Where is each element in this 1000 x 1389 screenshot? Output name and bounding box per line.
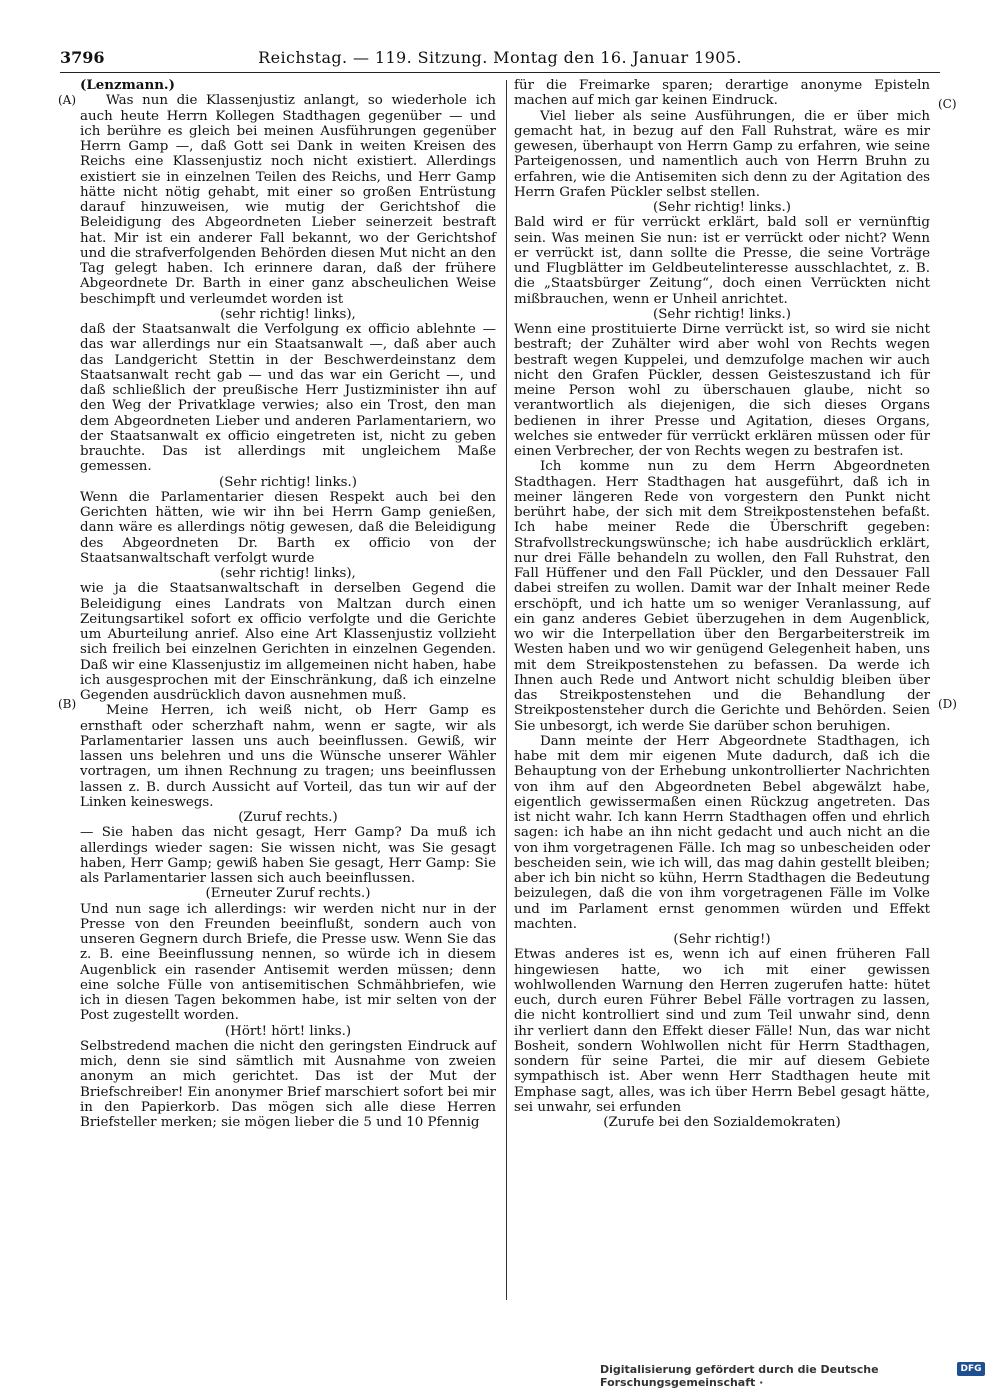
paragraph: wie ja die Staatsanwaltschaft in derselben Gegend die Beleidigung eines Landrats von Maltzan durch einen Zeitungsartikel sofort ex officio verfolgte und die Gerichte um Aburteilung anrief. Also eine Art Klassenjustiz vollzieht sich freilich bei einzelnen Gerichten in einzelnen Gegenden. Daß wir eine Klassenjustiz im allgemeinen nicht haben, habe ich ausgesprochen mit der Einschränkung, daß ich einzelne Gegenden ausdrücklich davon ausnehmen muß.: [80, 581, 496, 703]
interjection: (Sehr richtig! links.): [219, 474, 357, 490]
paragraph: Wenn eine prostituierte Dirne verrückt ist, so wird sie nicht bestraft; der Zuhälter wird aber wohl von Rechts wegen bestraft wegen Kuppelei, und demzufolge machen wir auch nicht den Grafen Pückler, dessen Geisteszustand ich für meine Person wohl zu überschauen glaube, nicht so verantwortlich als diejenigen, die sich dieses Organs bedienen in ihrer Presse und Agitation, dieses Organs, welches sie entweder für verrückt erklären müssen oder für einen Verbrecher, der von Rechts wegen zu bestrafen ist.: [514, 322, 930, 459]
dfg-logo: DFG: [957, 1362, 985, 1376]
paragraph: Und nun sage ich allerdings: wir werden nicht nur in der Presse von den Freunden beeinflußt, sondern auch von unseren Gegnern durch Briefe, die Presse usw. Wenn Sie das z. B. eine Beeinflussung nennen, so würde ich in diesem Augenblick ein rasender Antisemit werden müssen; denn eine solche Fülle von antisemitischen Schmähbriefen, wie ich in diesen Tagen bekommen habe, ist mir selten von der Post zugestellt worden.: [80, 901, 496, 1024]
interjection: (Hört! hört! links.): [224, 1023, 352, 1039]
interjection: (Zuruf rechts.): [238, 810, 338, 825]
margin-label-b: (B): [58, 697, 77, 711]
column-divider: [506, 80, 507, 1300]
footer-text: Digitalisierung gefördert durch die Deutsche Forschungsgemeinschaft ·: [600, 1363, 879, 1389]
interjection: (sehr richtig! links),: [220, 566, 356, 581]
paragraph: Ich komme nun zu dem Herrn Abgeordneten Stadthagen. Herr Stadthagen hat ausgeführt, daß ich in meiner längeren Rede von vorgestern den Punkt nicht berührt habe, der sich mit dem Streikpostenstehen befaßt. Ich habe meiner Rede die Überschrift gegeben: Strafvollstreckungswünsche; ich habe ausdrücklich erklärt, nur drei Fälle behandeln zu wollen, den Fall Ruhstrat, den Fall Hüffener und den Fall Pückler, und den Dessauer Fall dabei streifen zu wollen. Damit war der Inhalt meiner Rede erschöpft, und ich hatte um so weniger Veranlassung, auf ein ganz anderes Gebiet überzugehen in dem Augenblick, wo wir die Interpellation über den Bergarbeiterstreik im Westen haben und wo wir genügend Gelegenheit haben, uns mit dem Streikpostenstehen zu befassen. Da werde ich Ihnen auch Rede und Antwort nicht schuldig bleiben über das Streikpostenstehen und die Behandlung der Streikpostensteher durch die Gerichte und Behörden. Seien Sie unbesorgt, ich werde Sie darüber schon beruhigen.: [514, 459, 930, 734]
speaker-name: (Lenzmann.): [80, 77, 175, 93]
margin-label-c: (C): [938, 97, 957, 111]
interjection: (Sehr richtig!): [673, 932, 771, 947]
paragraph: Etwas anderes ist es, wenn ich auf einen früheren Fall hingewiesen hatte, wo ich mit einer gewissen wohlwollenden Warnung den Herren zugerufen hatte: hütet euch, durch euren Führer Bebel Fälle vortragen zu lassen, die nicht kontrolliert sind und zum Teil unwahr sind, denn ihr verliert dann den Effekt dieser Fälle! Nun, das war nicht Bosheit, sondern Wohlwollen nicht für Herrn Stadthagen, sondern für seine Partei, die mir auf diesem Gebiete sympathisch ist. Aber wenn Herr Stadthagen heute mit Emphase sagt, alles, was ich über Herrn Bebel gesagt hätte, sei unwahr, sei erfunden: [514, 947, 930, 1115]
paragraph: — Sie haben das nicht gesagt, Herr Gamp? Da muß ich allerdings wieder sagen: Sie wissen nicht, was Sie gesagt haben, Herr Gamp; gewiß haben Sie gesagt, Herr Gamp: Sie als Parlamentarier lassen sich auch beeinflussen.: [80, 825, 496, 886]
paragraph: Bald wird er für verrückt erklärt, bald soll er vernünftig sein. Was meinen Sie nun: ist er verrückt oder nicht? Wenn er verrückt ist, dann sollte die Presse, die seine Vorträge und Flugblätter im Geldbeutelinteresse ausschlachtet, z. B. die „Staatsbürger Zeitung“, doch einen Verrückten nicht mißbrauchen, wenn er Unheil anrichtet.: [514, 215, 930, 307]
interjection: (Zurufe bei den Sozialdemokraten): [603, 1115, 841, 1130]
paragraph: Viel lieber als seine Ausführungen, die er über mich gemacht hat, in bezug auf den Fall Ruhstrat, wäre es mir gewesen, überhaupt von Herrn Gamp zu erfahren, wie seine Parteigenossen, und namentlich auch von Herrn Bruhn zu erfahren, wie die Antisemiten sich denn zu der Agitation des Herrn Grafen Pückler selbst stellen.: [514, 108, 930, 200]
paragraph: Wenn die Parlamentarier diesen Respekt auch bei den Gerichten hätten, wie wir ihn bei Herrn Gamp genießen, dann wäre es allerdings nötig gewesen, daß die Beleidigung des Abgeordneten Dr. Barth ex officio von der Staatsanwaltschaft verfolgt wurde: [80, 489, 496, 566]
paragraph: Was nun die Klassenjustiz anlangt, so wiederhole ich auch heute Herrn Kollegen Stadthagen gegenüber — und ich berühre es gleich bei meinen Ausführungen gegenüber Herrn Gamp —, daß Gott sei Dank in weiten Kreisen des Reichs eine Klassenjustiz noch nicht existiert. Allerdings existiert sie in einzelnen Teilen des Reichs, und Herr Gamp hätte nicht nötig gehabt, mit einer so großen Entrüstung darauf hinzuweisen, wie mutig der Gerichtshof die Beleidigung des Abgeordneten Lieber seinerzeit bestraft hat. Mir ist ein anderer Fall bekannt, wo der Gerichtshof und die strafverfolgenden Behörden diesen Mut nicht an den Tag gelegt haben. Ich erinnere daran, daß der frühere Abgeordnete Dr. Barth in einer ganz abscheulichen Weise beschimpft und verleumdet worden ist: [80, 93, 496, 307]
paragraph: für die Freimarke sparen; derartige anonyme Episteln machen auf mich gar keinen Eindruck.: [514, 78, 930, 109]
interjection: (Erneuter Zuruf rechts.): [205, 886, 371, 902]
interjection: (sehr richtig! links),: [220, 306, 356, 322]
paragraph: Dann meinte der Herr Abgeordnete Stadthagen, ich habe mit dem mir eigenen Mute dadurch, daß ich die Behauptung von der Erhebung unkontrollierter Nachrichten von ihm auf den Abgeordneten Bebel abgewälzt habe, eigentlich gewissermaßen einen Rückzug angetreten. Das ist nicht wahr. Ich kann Herrn Stadthagen offen und ehrlich sagen: ich habe an ihn nicht gedacht und auch nicht an die von ihm vorgetragenen Fälle. Ich mag so unbescheiden oder bescheiden sein, wie ich will, das mag dahin gestellt bleiben; aber ich bin nicht so kühn, Herrn Stadthagen die Bedeutung beizulegen, daß die von ihm vorgetragenen Fälle im Volke und im Parlament ernst genommen würden und Effekt machten.: [514, 733, 930, 932]
page-number: 3796: [60, 48, 105, 67]
paragraph: Meine Herren, ich weiß nicht, ob Herr Gamp es ernsthaft oder scherzhaft nahm, wenn er sagte, wir als Parlamentarier lassen uns auch beeinflussen. Gewiß, wir lassen uns belehren und uns die Wünsche unserer Wähler vortragen, um ihnen Rechnung zu tragen; uns beeinflussen lassen z. B. durch Aussicht auf Vorteil, das tun wir auf der Linken keineswegs.: [80, 703, 496, 810]
interjection: (Sehr richtig! links.): [653, 200, 791, 215]
paragraph: daß der Staatsanwalt die Verfolgung ex officio ablehnte — das war allerdings nur ein Staatsanwalt —, daß aber auch das Landgericht Stettin in der Beschwerdeinstanz dem Staatsanwalt recht gab — und das war ein Gericht —, und daß schließlich der preußische Herr Justizminister ihn auf den Weg der Privatklage verwies; also ein Trost, den man dem Abgeordneten Lieber und anderen Parlamentariern, wo der Staatsanwalt ex officio eingetreten ist, nicht zu geben brauchte. Das ist allerdings mit ungleichem Maße gemessen.: [80, 322, 496, 475]
left-column: [80, 78, 496, 1130]
running-head: Reichstag. — 119. Sitzung. Montag den 16. Januar 1905.: [258, 48, 742, 67]
margin-label-a: (A): [58, 93, 77, 107]
digitization-footer: [600, 1362, 985, 1389]
margin-label-d: (D): [938, 697, 957, 711]
right-column: [514, 78, 930, 1130]
interjection: (Sehr richtig! links.): [653, 306, 791, 322]
page-header: [60, 46, 940, 73]
paragraph: Selbstredend machen die nicht den geringsten Eindruck auf mich, denn sie sind sämtlich mit Ausnahme von zweien anonym an mich gerichtet. Das ist der Mut der Briefschreiber! Ein anonymer Brief marschiert sofort bei mir in den Papierkorb. Das mögen sich alle diese Herren Briefsteller merken; sie mögen lieber die 5 und 10 Pfennig: [80, 1038, 496, 1130]
